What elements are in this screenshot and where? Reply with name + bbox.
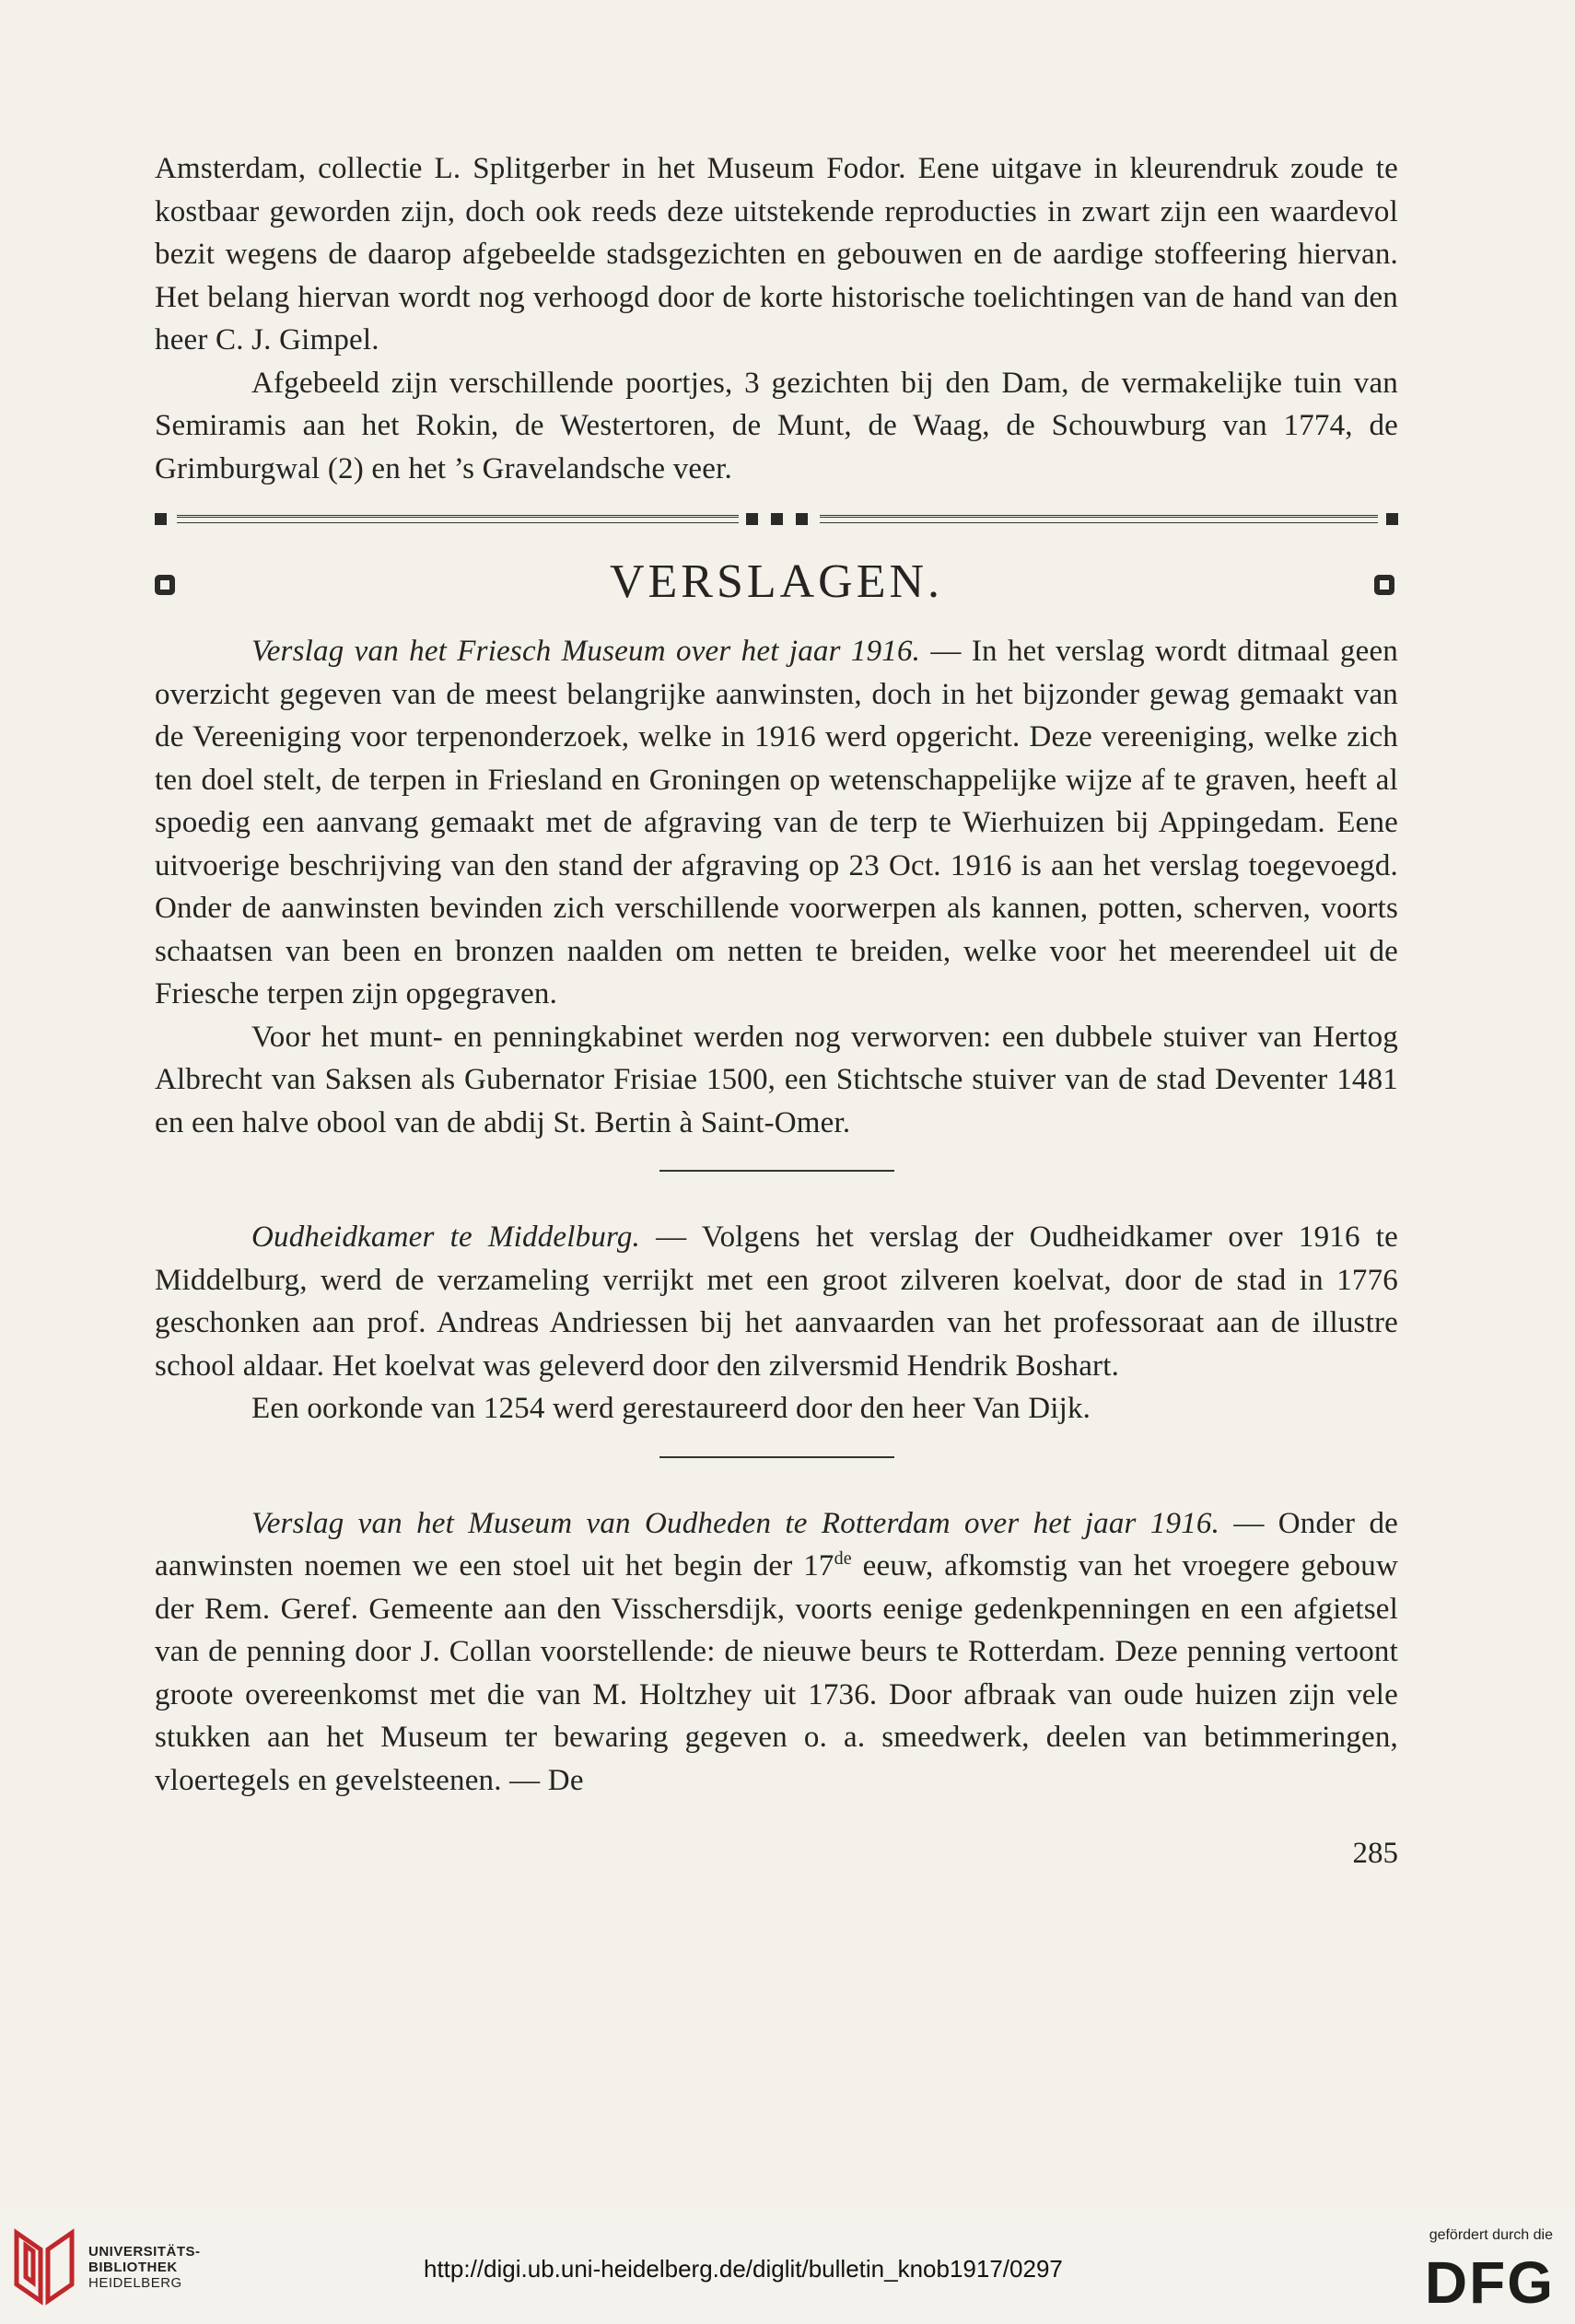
university-library-logo-icon xyxy=(13,2227,77,2306)
source-url-link[interactable]: http://digi.ub.uni-heidelberg.de/diglit/bulletin_knob1917/0297 xyxy=(424,2255,1063,2283)
heading-box-ornament-right xyxy=(1374,575,1394,595)
library-name-line-3: HEIDELBERG xyxy=(88,2275,182,2291)
page-number: 285 xyxy=(1352,1837,1398,1870)
section-heading-row xyxy=(155,549,1398,623)
ordinal-superscript: de xyxy=(834,1548,852,1569)
divider-square-ornament xyxy=(796,513,808,525)
friesch-report-body: — In het verslag wordt ditmaal geen overzicht gegeven van de meest belangrijke aanwinsten, doch in het bijzonder gewag gemaakt van de Vereeniging voor terpenonderzoek, welke in 1916 werd opgericht. Deze vereeniging, welke zich ten doel stelt, de terpen in Friesland en Groningen op wetenschappelijke wijze af te graven, heeft al spoedig een aanvang gemaakt met de afgraving van de terp te Wierhuizen bij Appingedam. Eene uitvoerige beschrijving van den stand der afgraving op 23 Oct. 1916 is aan het verslag toegevoegd. Onder de aanwinsten bevinden zich verschillende voorwerpen als kannen, potten, scherven, voorts schaatsen van been en bronzen naalden om netten te breiden, welke voor het meerendeel uit de Friesche terpen zijn opgegraven. xyxy=(155,635,1398,1010)
middelburg-report xyxy=(155,1216,1398,1387)
middelburg-report-body: — Volgens het verslag der Oudheidkamer over 1916 te Middelburg, werd de verzameling verrijkt met een groot zilveren koelvat, door de stad in 1776 geschonken aan prof. Andreas Andriessen bij het aanvaarden van het professoraat aan de illustre school aldaar. Het koelvat was geleverd door den zilversmid Hendrik Boshart. xyxy=(155,1220,1399,1383)
divider-square-ornament xyxy=(1386,513,1398,525)
section-separator xyxy=(659,1456,894,1458)
rotterdam-report-body-b: eeuw, afkomstig van het vroegere gebouw der Rem. Geref. Gemeente aan den Visschersdijk, voorts eenige gedenkpenningen en een afgietsel van de penning door J. Collan voorstellende: de nieuwe beurs te Rotterdam. Deze penning vertoont groote overeenkomst met die van M. Holtzhey uit 1736. Door afbraak van oude huizen zijn vele stukken aan het Museum ter bewaring gegeven o. a. smeedwerk, deelen van betimmeringen, vloertegels en gevelsteenen. — De xyxy=(155,1549,1398,1797)
intro-paragraph-1: Amsterdam, collectie L. Splitgerber in het Museum Fodor. Eene uitgave in kleurendruk zoude te kostbaar geworden zijn, doch ook reeds deze uitstekende reproducties in zwart zijn een waardevol bezit wegens de daarop afgebeelde stadsgezichten en gebouwen en de aardige stoffeering hiervan. Het belang hiervan wordt nog verhoogd door de korte historische toelichtingen van de hand van den heer C. J. Gimpel. xyxy=(155,152,1398,356)
friesch-report-paragraph-2: Voor het munt- en penningkabinet werden nog verworven: een dubbele stuiver van Hertog Albrecht van Saksen als Gubernator Frisiae 1500, een Stichtsche stuiver van de stad Deventer 1481 en een halve obool van de abdij St. Bertin à Saint-Omer. xyxy=(155,1020,1398,1139)
divider-square-ornament xyxy=(746,513,758,525)
digitization-footer xyxy=(0,2211,1575,2324)
friesch-museum-report xyxy=(155,630,1398,1016)
middelburg-report-paragraph-2: Een oorkonde van 1254 werd gerestaureerd door den heer Van Dijk. xyxy=(251,1392,1091,1425)
ornamental-divider xyxy=(155,505,1398,536)
divider-line-left xyxy=(177,515,739,523)
friesch-report-title: Verslag van het Friesch Museum over het jaar 1916. xyxy=(251,635,921,668)
library-name xyxy=(88,2244,201,2291)
rotterdam-report-title: Verslag van het Museum van Oudheden te Rotterdam over het jaar 1916. xyxy=(251,1506,1220,1540)
intro-paragraph-2: Afgebeeld zijn verschillende poortjes, 3 gezichten bij den Dam, de vermakelijke tuin van Semiramis aan het Rokin, de Westertoren, de Munt, de Waag, de Schouwburg van 1774, de Grimburgwal (2) en het ’s Gravelandsche veer. xyxy=(155,366,1398,485)
funding-note: gefördert durch die xyxy=(1429,2227,1553,2243)
divider-square-ornament xyxy=(771,513,783,525)
rotterdam-report-body-a: — Onder de aanwinsten noemen we een stoel uit het begin der 17 xyxy=(155,1506,1398,1582)
section-heading: VERSLAGEN. xyxy=(609,555,944,608)
library-name-line-1: UNIVERSITÄTS- xyxy=(88,2244,201,2260)
dfg-logo: DFG xyxy=(1424,2249,1555,2316)
document-page xyxy=(155,147,1398,1871)
divider-line-right xyxy=(820,515,1378,523)
rotterdam-museum-report xyxy=(155,1502,1398,1803)
divider-square-ornament xyxy=(155,513,167,525)
section-separator xyxy=(659,1170,894,1172)
middelburg-report-title: Oudheidkamer te Middelburg. xyxy=(251,1220,640,1254)
library-name-line-2: BIBLIOTHEK xyxy=(88,2260,178,2275)
